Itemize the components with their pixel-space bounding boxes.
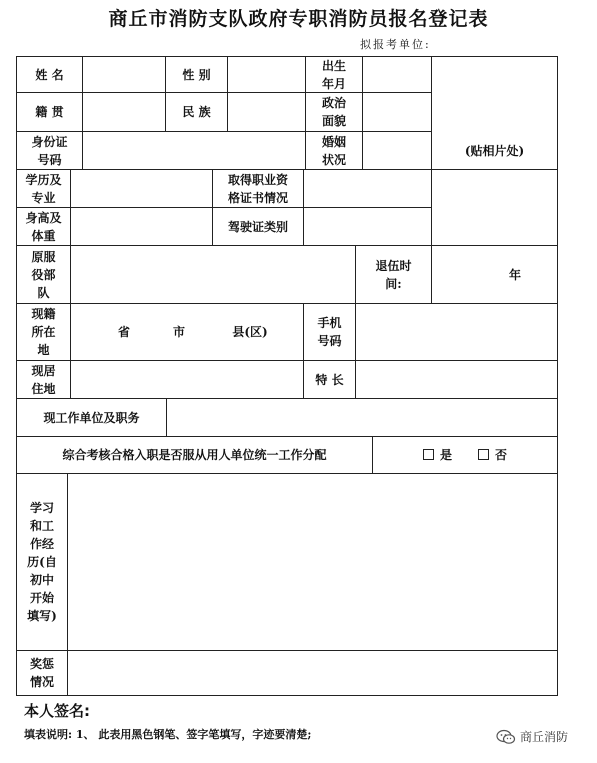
col-line <box>70 169 71 245</box>
label-current-address: 现居 住地 <box>31 363 56 396</box>
watermark-text: 商丘消防 <box>520 730 569 744</box>
unit-label: 拟报考单位: <box>360 38 431 51</box>
label-current-job: 现工作单位及职务 <box>43 410 140 425</box>
residence-province: 省 <box>117 325 130 339</box>
row-line <box>16 245 558 246</box>
no-checkbox[interactable] <box>478 449 489 460</box>
label-gender: 性 别 <box>182 67 211 82</box>
label-unit-served: 原服 役部 队 <box>31 249 56 300</box>
form-title: 商丘市消防支队政府专职消防员报名登记表 <box>108 8 489 30</box>
label-education: 学历及 专业 <box>25 172 62 205</box>
row-line <box>16 650 558 651</box>
label-mobile: 手机 号码 <box>317 316 342 348</box>
watermark <box>496 728 568 745</box>
label-history: 学习 和工 作经 历(自 初中 开始 填写) <box>27 501 57 623</box>
signature-label: 本人签名: <box>24 702 90 720</box>
col-line <box>70 245 71 303</box>
col-line <box>82 56 83 169</box>
label-qualification: 取得职业资 格证书情况 <box>227 172 288 205</box>
col-line <box>362 56 363 169</box>
col-line <box>227 56 228 131</box>
label-specialty: 特 长 <box>315 372 344 387</box>
label-rewards: 奖惩 情况 <box>29 657 54 689</box>
yes-checkbox[interactable] <box>423 449 434 460</box>
no-option[interactable]: 否 <box>478 446 507 464</box>
label-license: 驾驶证类别 <box>227 219 288 234</box>
label-name: 姓 名 <box>35 67 64 82</box>
label-marital: 婚姻 状况 <box>321 134 346 167</box>
label-id-number: 身份证 号码 <box>31 134 68 167</box>
label-native-place: 籍 贯 <box>35 105 64 119</box>
col-line <box>70 303 71 398</box>
photo-placeholder: (贴相片处) <box>464 144 525 158</box>
col-line <box>67 473 68 695</box>
label-birth: 出生 年月 <box>321 58 346 91</box>
row-line <box>16 303 558 304</box>
col-line <box>431 245 432 303</box>
wechat-icon <box>496 729 516 745</box>
col-line <box>355 303 356 398</box>
col-line <box>303 169 304 245</box>
assignment-options <box>373 437 557 473</box>
label-retire-time: 退伍时 间: <box>375 258 412 291</box>
label-assignment-question: 综合考核合格入职是否服从用人单位统一工作分配 <box>62 448 327 462</box>
row-line <box>16 360 558 361</box>
yes-option[interactable]: 是 <box>423 446 452 464</box>
col-line <box>166 398 167 436</box>
fill-instructions: 填表说明: 1、 此表用黑色钢笔、签字笔填写，字迹要清楚; <box>24 728 312 741</box>
row-line <box>16 473 558 474</box>
label-political: 政治 面貌 <box>321 96 346 128</box>
table-border-bottom <box>16 695 558 696</box>
label-residence: 现籍 所在 地 <box>31 307 56 357</box>
label-height-weight: 身高及 体重 <box>25 210 62 243</box>
residence-county: 县(区) <box>232 325 268 339</box>
label-ethnic: 民 族 <box>182 105 211 119</box>
residence-city: 市 <box>172 325 185 339</box>
table-border-right <box>557 56 558 696</box>
retire-year-unit: 年 <box>508 267 521 282</box>
